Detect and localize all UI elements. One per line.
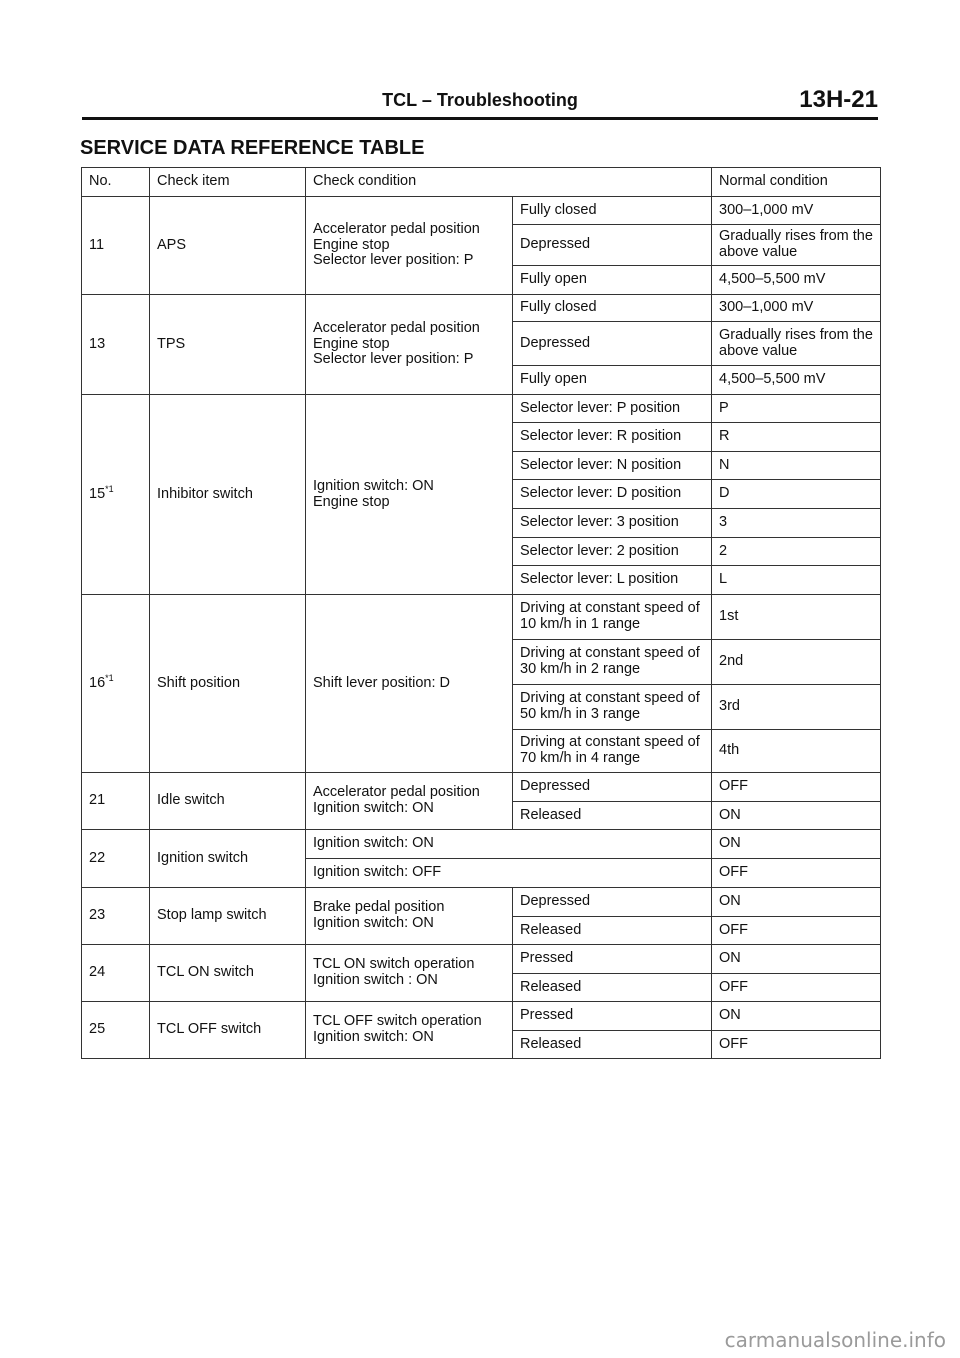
sub-condition: Driving at constant speed of 70 km/h in 4 range [513, 730, 712, 773]
normal-condition: Gradually rises from the above value [712, 322, 881, 366]
check-condition: TCL ON switch operation Ignition switch : ON [306, 945, 513, 1002]
normal-condition: ON [712, 830, 881, 859]
normal-condition: L [712, 566, 881, 595]
sub-condition: Released [513, 974, 712, 1002]
normal-condition: OFF [712, 773, 881, 802]
table-row [82, 595, 881, 640]
item-no: 24 [82, 945, 150, 1002]
sub-condition: Selector lever: P position [513, 395, 712, 423]
normal-condition: OFF [712, 917, 881, 945]
normal-condition: Gradually rises from the above value [712, 225, 881, 266]
sub-condition: Selector lever: R position [513, 423, 712, 452]
normal-condition: D [712, 480, 881, 509]
sub-condition: Depressed [513, 225, 712, 266]
sub-condition: Driving at constant speed of 10 km/h in 1 range [513, 595, 712, 640]
footnote-mark: *1 [105, 672, 114, 683]
sub-condition: Fully closed [513, 295, 712, 322]
check-item: Shift position [150, 595, 306, 773]
normal-condition: 4th [712, 730, 881, 773]
check-item: APS [150, 197, 306, 295]
section-title: SERVICE DATA REFERENCE TABLE [80, 137, 425, 159]
item-no [82, 395, 150, 595]
normal-condition: 300–1,000 mV [712, 197, 881, 225]
table-row [82, 830, 881, 859]
normal-condition: 2nd [712, 640, 881, 685]
normal-condition: OFF [712, 859, 881, 888]
item-no-value: 16 [89, 674, 106, 691]
sub-condition: Driving at constant speed of 50 km/h in 3 range [513, 685, 712, 730]
col-header-no: No. [82, 168, 150, 197]
sub-condition: Selector lever: 3 position [513, 509, 712, 538]
normal-condition: 1st [712, 595, 881, 640]
check-condition: Ignition switch: OFF [306, 859, 712, 888]
sub-condition: Fully open [513, 366, 712, 395]
sub-condition: Released [513, 1031, 712, 1059]
normal-condition: ON [712, 1002, 881, 1031]
col-header-check-item: Check item [150, 168, 306, 197]
check-item: TCL OFF switch [150, 1002, 306, 1059]
item-no: 22 [82, 830, 150, 888]
check-condition: Ignition switch: ON [306, 830, 712, 859]
col-header-normal-condition: Normal condition [712, 168, 881, 197]
item-no: 13 [82, 295, 150, 395]
sub-condition: Driving at constant speed of 30 km/h in 2 range [513, 640, 712, 685]
sub-condition: Released [513, 802, 712, 830]
normal-condition: 4,500–5,500 mV [712, 366, 881, 395]
footnote-mark: *1 [105, 483, 114, 494]
item-no-value: 15 [89, 485, 106, 502]
header-title: TCL – Troubleshooting [382, 90, 578, 110]
check-condition: TCL OFF switch operation Ignition switch: ON [306, 1002, 513, 1059]
sub-condition: Released [513, 917, 712, 945]
check-condition: Ignition switch: ON Engine stop [306, 395, 513, 595]
normal-condition: 2 [712, 538, 881, 566]
normal-condition: 4,500–5,500 mV [712, 266, 881, 295]
normal-condition: ON [712, 888, 881, 917]
sub-condition: Selector lever: N position [513, 452, 712, 480]
table-row [82, 295, 881, 322]
normal-condition: ON [712, 945, 881, 974]
page-number: 13H-21 [799, 86, 878, 113]
check-condition: Accelerator pedal position Ignition switch: ON [306, 773, 513, 830]
table-row [82, 945, 881, 974]
normal-condition: OFF [712, 974, 881, 1002]
normal-condition: 300–1,000 mV [712, 295, 881, 322]
page-header [82, 88, 878, 118]
table-row [82, 888, 881, 917]
normal-condition: 3 [712, 509, 881, 538]
sub-condition: Depressed [513, 773, 712, 802]
check-item: Idle switch [150, 773, 306, 830]
item-no: 21 [82, 773, 150, 830]
normal-condition: 3rd [712, 685, 881, 730]
table-header-row [82, 168, 881, 197]
check-item: TCL ON switch [150, 945, 306, 1002]
item-no: 25 [82, 1002, 150, 1059]
check-item: TPS [150, 295, 306, 395]
normal-condition: P [712, 395, 881, 423]
sub-condition: Pressed [513, 945, 712, 974]
check-item: Inhibitor switch [150, 395, 306, 595]
sub-condition: Fully closed [513, 197, 712, 225]
col-header-check-condition: Check condition [306, 168, 712, 197]
sub-condition: Fully open [513, 266, 712, 295]
check-condition: Accelerator pedal position Engine stop Selector lever position: P [306, 197, 513, 295]
item-no [82, 595, 150, 773]
check-item: Ignition switch [150, 830, 306, 888]
table-row [82, 1002, 881, 1031]
service-data-table [81, 167, 881, 1059]
normal-condition: R [712, 423, 881, 452]
table-row [82, 773, 881, 802]
check-condition: Shift lever position: D [306, 595, 513, 773]
sub-condition: Depressed [513, 322, 712, 366]
check-condition: Accelerator pedal position Engine stop Selector lever position: P [306, 295, 513, 395]
normal-condition: ON [712, 802, 881, 830]
sub-condition: Selector lever: 2 position [513, 538, 712, 566]
normal-condition: N [712, 452, 881, 480]
watermark: carmanualsonline.info [724, 1328, 946, 1352]
normal-condition: OFF [712, 1031, 881, 1059]
sub-condition: Selector lever: L position [513, 566, 712, 595]
sub-condition: Depressed [513, 888, 712, 917]
sub-condition: Selector lever: D position [513, 480, 712, 509]
item-no: 23 [82, 888, 150, 945]
sub-condition: Pressed [513, 1002, 712, 1031]
table-row [82, 197, 881, 225]
table-row [82, 395, 881, 423]
check-item: Stop lamp switch [150, 888, 306, 945]
header-rule [82, 117, 878, 120]
check-condition: Brake pedal position Ignition switch: ON [306, 888, 513, 945]
item-no: 11 [82, 197, 150, 295]
